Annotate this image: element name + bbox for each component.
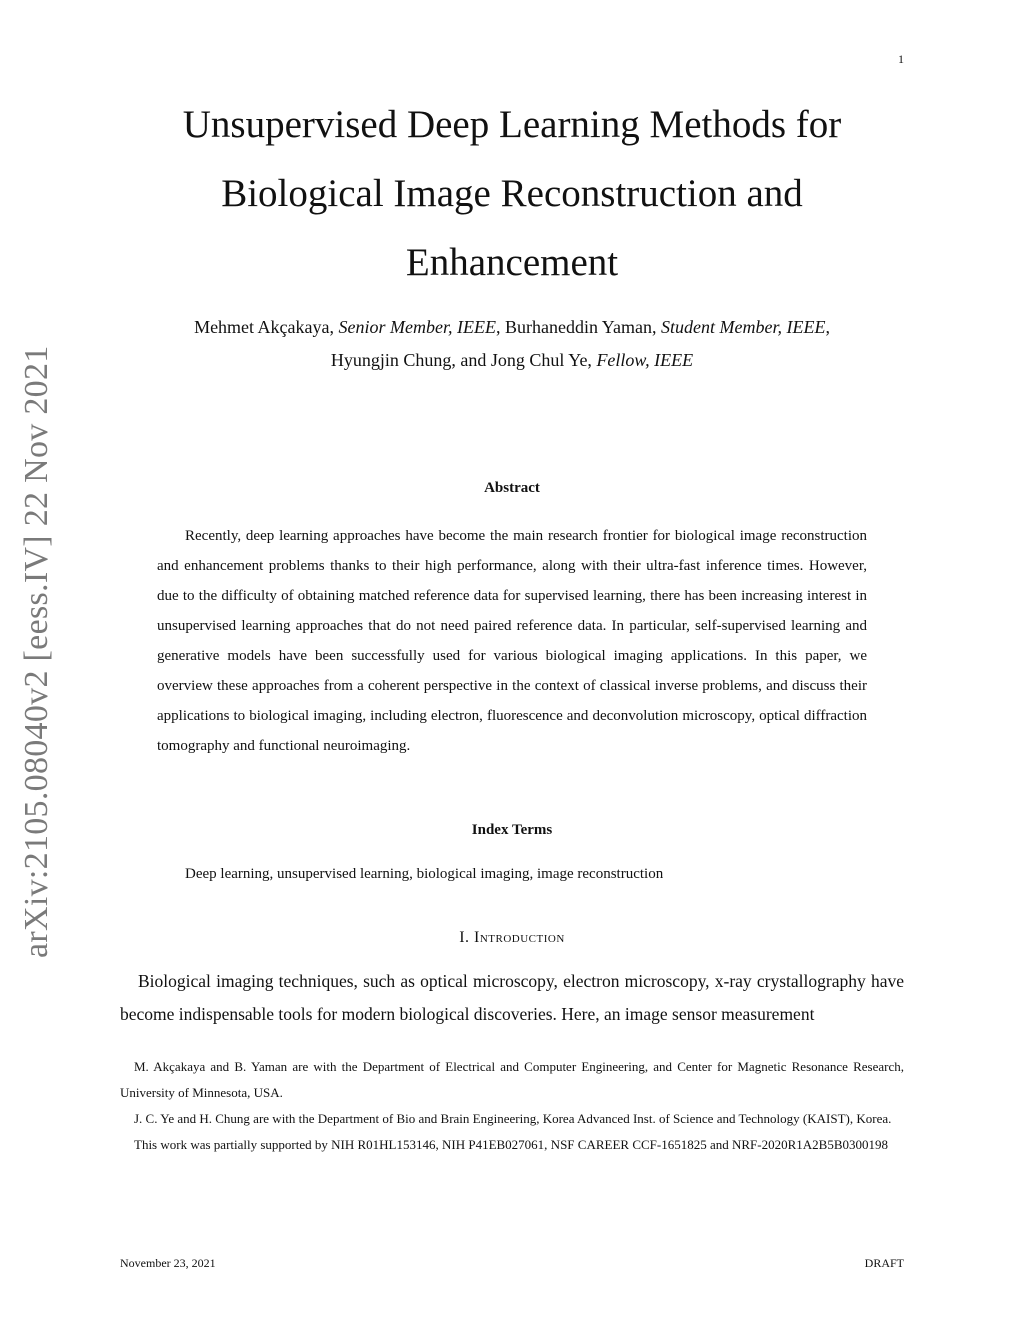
- title-line: Biological Image Reconstruction and: [221, 172, 803, 215]
- footnotes: [120, 1054, 904, 1158]
- author-line: [0, 311, 1024, 344]
- footnote: J. C. Ye and H. Chung are with the Department of Bio and Brain Engineering, Korea Advanced Inst. of Science and Technology (KAIST), Korea.: [134, 1111, 892, 1126]
- author-list: [0, 311, 1024, 377]
- author-role: Senior Member, IEEE: [338, 317, 496, 337]
- footnote: This work was partially supported by NIH R01HL153146, NIH P41EB027061, NSF CAREER CCF-1651825 and NRF-2020R1A2B5B0300198: [134, 1137, 889, 1152]
- author-separator: ,: [825, 317, 830, 337]
- footer-draft-label: DRAFT: [864, 1256, 904, 1270]
- footer-date: November 23, 2021: [120, 1256, 216, 1270]
- arxiv-identifier: arXiv:2105.08040v2 [eess.IV] 22 Nov 2021: [18, 345, 55, 958]
- author-name: , Burhaneddin Yaman,: [495, 317, 661, 337]
- section-heading-text: I. Introduction: [459, 929, 565, 946]
- author-name: Mehmet Akçakaya,: [194, 317, 339, 337]
- author-line: [0, 344, 1024, 377]
- abstract-text: Recently, deep learning approaches have become the main research frontier for biological image reconstruction and enhancement problems thanks to their high performance, along with their ultra-fast inference times. However, due to the difficulty of obtaining matched reference data for supervised learning, there has been increasing interest in unsupervised learning approaches that do not need paired reference data. In particular, self-supervised learning and generative models have been successfully used for various biological imaging applications. In this paper, we overview these approaches from a coherent perspective in the context of classical inverse problems, and discuss their applications to biological imaging, including electron, fluorescence and deconvolution microscopy, optical diffraction tomography and functional neuroimaging.: [157, 528, 867, 754]
- author-name: Hyungjin Chung, and Jong Chul Ye,: [330, 350, 597, 370]
- section-heading: [0, 929, 1024, 947]
- page-number: 1: [898, 52, 904, 66]
- title-line: Unsupervised Deep Learning Methods for: [182, 103, 842, 146]
- abstract-heading: Abstract: [484, 480, 540, 496]
- introduction-text: Biological imaging techniques, such as optical microscopy, electron microscopy, x-ray crystallography have become indispensable tools for modern biological discoveries. Here, an image sensor measurement: [120, 971, 904, 1024]
- title-line: Enhancement: [405, 241, 619, 284]
- index-terms-text: Deep learning, unsupervised learning, biological imaging, image reconstruction: [185, 866, 664, 882]
- paper-title: [0, 90, 1024, 297]
- author-role: Fellow, IEEE: [596, 350, 694, 370]
- index-terms-heading: Index Terms: [471, 822, 553, 838]
- footnote: M. Akçakaya and B. Yaman are with the Department of Electrical and Computer Engineering, and Center for Magnetic Resonance Research, University of Minnesota, USA.: [120, 1059, 904, 1100]
- author-role: Student Member, IEEE: [660, 317, 826, 337]
